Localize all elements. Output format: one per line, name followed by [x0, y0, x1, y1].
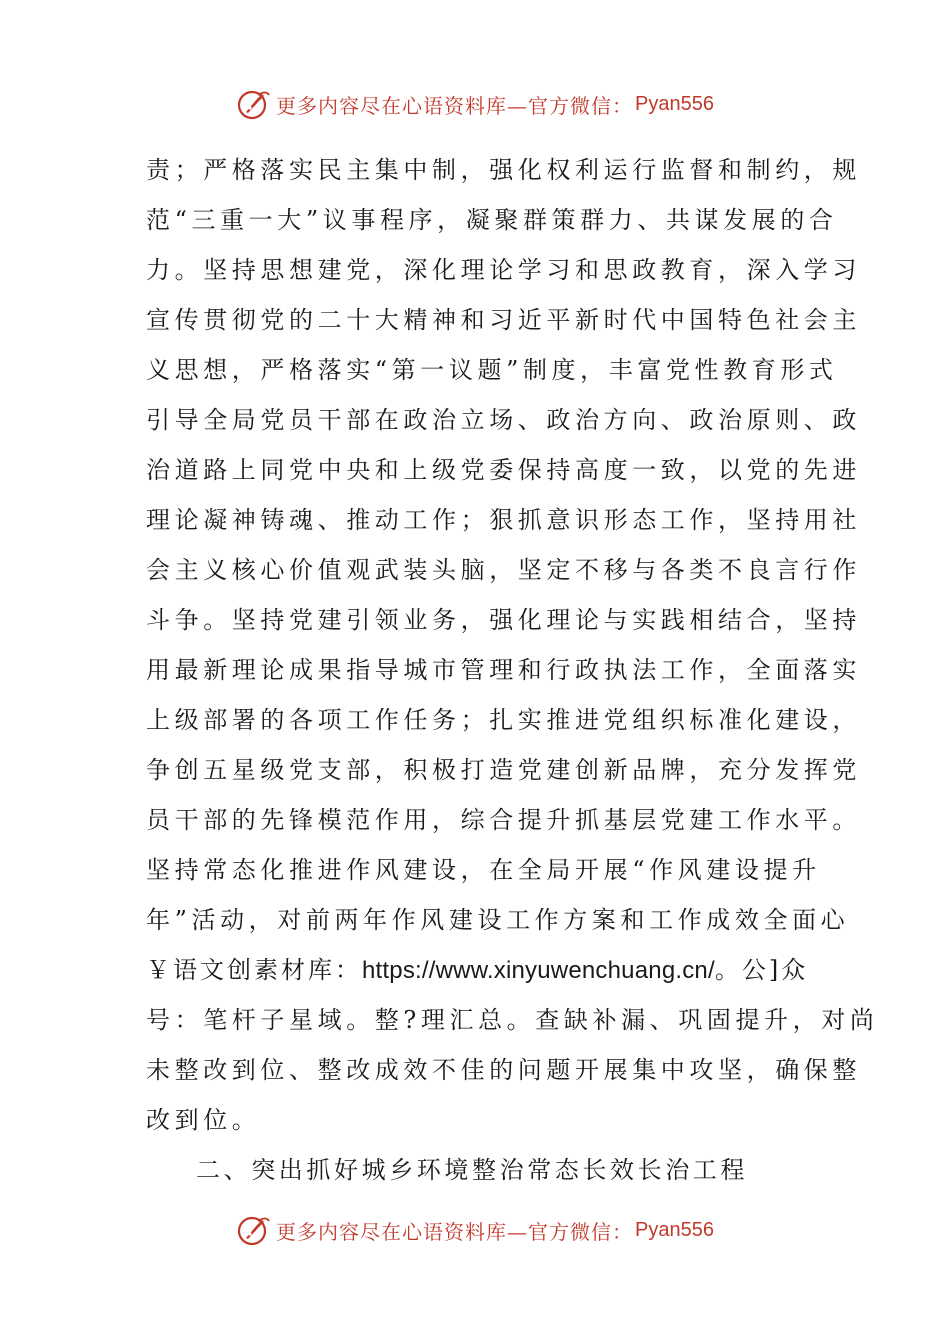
text-line: 员干部的先锋模范作用，综合提升抓基层党建工作水平。 [146, 806, 861, 834]
text-line: 力。坚持思想建党，深化理论学习和思政教育，深入学习 [146, 256, 861, 284]
watermark-text: 更多内容尽在心语资料库—官方微信： [276, 1219, 634, 1244]
text-line: 义思想，严格落实“第一议题”制度，丰富党性教育形式 [146, 356, 838, 384]
watermark-text: 更多内容尽在心语资料库—官方微信： [276, 93, 634, 118]
text-line: 改到位。 [146, 1106, 261, 1134]
text-line: 宣传贯彻党的二十大精神和习近平新时代中国特色社会主 [146, 306, 861, 334]
website-link[interactable]: https://www.xinyuwenchuang.cn/ [362, 957, 715, 984]
text-line: 争创五星级党支部，积极打造党建创新品牌，充分发挥党 [146, 756, 861, 784]
text-line: 坚持常态化推进作风建设，在全局开展“作风建设提升 [146, 856, 821, 884]
watermark-account: Pyan556 [635, 1218, 714, 1241]
footer-watermark [0, 1210, 950, 1250]
text-line: 未整改到位、整改成效不佳的问题开展集中攻坚，确保整 [146, 1056, 861, 1084]
pen-nib-circle-icon [236, 86, 272, 122]
text-line: 理论凝神铸魂、推动工作；狠抓意识形态工作，坚持用社 [146, 506, 861, 534]
url-line-prefix: ￥语文创素材库： [146, 956, 362, 984]
url-line-suffix: 。公]众 [714, 956, 809, 984]
text-line-url [146, 945, 808, 995]
text-line: 治道路上同党中央和上级党委保持高度一致，以党的先进 [146, 456, 861, 484]
text-line: 范“三重一大”议事程序，凝聚群策群力、共谋发展的合 [146, 206, 838, 234]
text-line: 用最新理论成果指导城市管理和行政执法工作，全面落实 [146, 656, 861, 684]
document-body [146, 145, 879, 1195]
watermark-account: Pyan556 [635, 92, 714, 115]
text-line: 年”活动，对前两年作风建设工作方案和工作成效全面心 [146, 906, 850, 934]
text-line: 上级部署的各项工作任务；扎实推进党组织标准化建设， [146, 706, 861, 734]
section-heading: 二、突出抓好城乡环境整治常态长效长治工程 [196, 1156, 748, 1184]
header-watermark [0, 84, 950, 124]
pen-nib-circle-icon [236, 1212, 272, 1248]
text-line: 责；严格落实民主集中制，强化权利运行监督和制约，规 [146, 156, 861, 184]
text-line: 引导全局党员干部在政治立场、政治方向、政治原则、政 [146, 406, 861, 434]
text-line: 斗争。坚持党建引领业务，强化理论与实践相结合，坚持 [146, 606, 861, 634]
text-line: 号：笔杆子星域。整?理汇总。查缺补漏、巩固提升，对尚 [146, 1006, 879, 1034]
text-line: 会主义核心价值观武装头脑，坚定不移与各类不良言行作 [146, 556, 861, 584]
